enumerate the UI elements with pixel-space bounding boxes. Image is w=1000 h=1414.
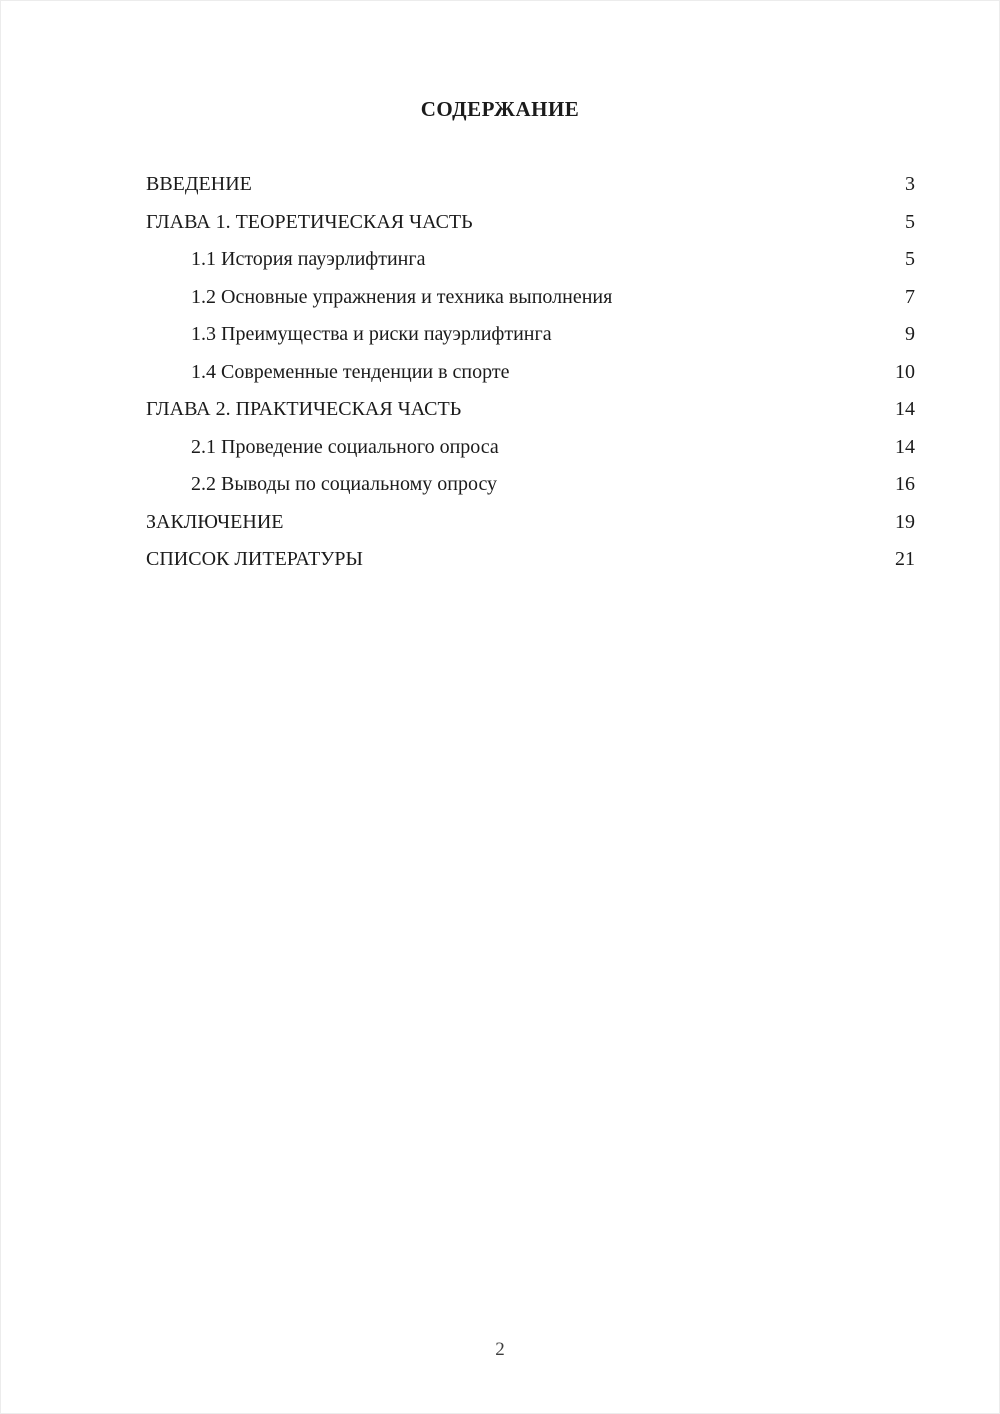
toc-entry-label: 1.4 Современные тенденции в спорте <box>191 360 510 383</box>
toc-entry-label: СПИСОК ЛИТЕРАТУРЫ <box>146 548 363 570</box>
toc-entry-page: 19 <box>895 510 915 533</box>
toc-entry-label: ВВЕДЕНИЕ <box>146 173 252 195</box>
toc-entry-page: 16 <box>895 473 915 495</box>
toc-entry <box>146 316 915 354</box>
toc-entry-label: 1.3 Преимущества и риски пауэрлифтинга <box>191 323 552 345</box>
page-number: 2 <box>495 1339 505 1360</box>
toc-entry-page: 9 <box>905 323 915 345</box>
toc-entry-page: 21 <box>895 548 915 570</box>
toc-entry <box>146 279 915 317</box>
toc-entry-label: 2.1 Проведение социального опроса <box>191 435 499 458</box>
toc-entry <box>146 204 915 242</box>
toc-entry-label: 1.1 История пауэрлифтинга <box>191 248 426 270</box>
toc-entry <box>146 504 915 542</box>
toc-entry-page: 14 <box>895 435 915 458</box>
toc-entry <box>146 541 915 579</box>
toc-entry-page: 5 <box>905 248 915 270</box>
toc-entry-label: ГЛАВА 1. ТЕОРЕТИЧЕСКАЯ ЧАСТЬ <box>146 210 473 233</box>
toc-entry <box>146 166 915 204</box>
toc-entry <box>146 391 915 429</box>
toc-entry-label: ГЛАВА 2. ПРАКТИЧЕСКАЯ ЧАСТЬ <box>146 398 462 420</box>
toc-entry-label: ЗАКЛЮЧЕНИЕ <box>146 510 284 533</box>
table-of-contents <box>1 166 999 579</box>
toc-entry-page: 5 <box>905 210 915 233</box>
toc-entry-page: 7 <box>905 285 915 308</box>
page-title: СОДЕРЖАНИЕ <box>420 97 580 121</box>
toc-entry <box>146 429 915 467</box>
toc-entry-page: 3 <box>905 173 915 195</box>
toc-entry <box>146 354 915 392</box>
toc-entry-page: 14 <box>895 398 915 420</box>
toc-entry-label: 1.2 Основные упражнения и техника выполнения <box>191 285 613 308</box>
toc-entry <box>146 241 915 279</box>
toc-entry-page: 10 <box>895 360 915 383</box>
toc-entry-label: 2.2 Выводы по социальному опросу <box>191 473 498 495</box>
toc-entry <box>146 466 915 504</box>
